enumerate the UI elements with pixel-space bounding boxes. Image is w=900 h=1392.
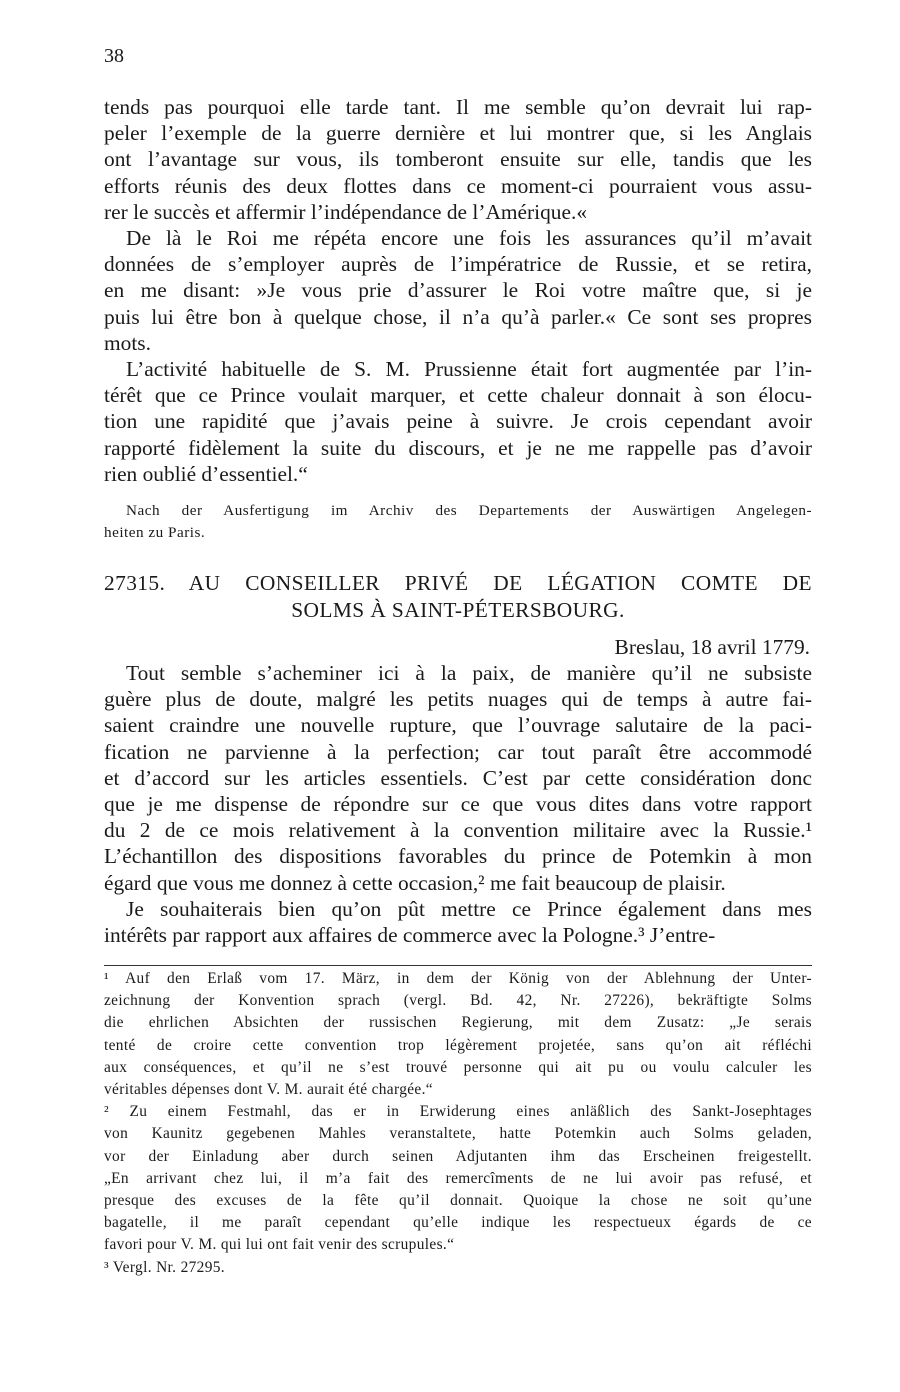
footnote-line: die ehrlichen Absichten der russischen Regierung, mit dem Zusatz: „Je serais — [104, 1014, 812, 1032]
letter-text-line: saient craindre une nouvelle rupture, que l’ouvrage salutaire de la paci- — [104, 713, 812, 738]
text-line: efforts réunis des deux flottes dans ce moment-ci pourraient vous assu- — [104, 173, 812, 198]
page-number: 38 — [104, 45, 124, 67]
text-line: puis lui être bon à quelque chose, il n’a qu’à parler.« Ce sont ses propres — [104, 304, 812, 329]
footnote-line: favori pour V. M. qui lui ont fait venir des scrupules.“ — [104, 1236, 455, 1254]
footnote-line: von Kaunitz gegebenen Mahles veranstaltete, hatte Potemkin auch Solms geladen, — [104, 1125, 812, 1143]
footnotes — [104, 968, 812, 1279]
letter-text-line: que je me dispense de répondre sur ce que vous dites dans votre rapport — [104, 792, 812, 817]
letter-text-line: guère plus de doute, malgré les petits nuages qui de temps à autre fai- — [104, 687, 812, 712]
text-line: ont l’avantage sur vous, ils tomberont ensuite sur elle, tandis que les — [104, 147, 812, 172]
footnote-line: vor der Einladung aber durch seinen Adjutanten ihm das Erscheinen freigestellt. — [104, 1147, 812, 1165]
footnote-line: véritables dépenses dont V. M. aurait été chargée.“ — [104, 1081, 433, 1099]
letter-text-line: et d’accord sur les articles essentiels. C’est par cette considération donc — [104, 765, 812, 790]
letter-heading-line-1: 27315. AU CONSEILLER PRIVÉ DE LÉGATION COMTE DE — [104, 571, 812, 595]
letter-text-line: Je souhaiterais bien qu’on pût mettre ce Prince également dans mes — [126, 896, 812, 921]
text-line: peler l’exemple de la guerre dernière et lui montrer que, si les Anglais — [104, 121, 812, 146]
letter-text-line: égard que vous me donnez à cette occasion,² me fait beaucoup de plaisir. — [104, 870, 726, 895]
footnote-line: presque des excuses de la fête qu’il donnait. Quoique la chose ne soit qu’une — [104, 1192, 812, 1210]
text-line: tends pas pourquoi elle tarde tant. Il me semble qu’on devrait lui rap- — [104, 95, 812, 119]
text-line: données de s’employer auprès de l’impératrice de Russie, et se retira, — [104, 252, 812, 277]
text-line: rapporté fidèlement la suite du discours, et je ne me rappelle pas d’avoir — [104, 435, 812, 460]
text-line: mots. — [104, 330, 151, 355]
body-text-top — [104, 94, 812, 487]
footnote-line: aux conséquences, et qu’il ne s’est trouvé personne qui ait pu ou voulu calculer les — [104, 1058, 812, 1076]
text-line: térêt que ce Prince voulait marquer, et cette chaleur donnait à son élocu- — [104, 383, 812, 408]
letter-text-line: intérêts par rapport aux affaires de commerce avec la Pologne.³ J’entre- — [104, 923, 716, 948]
letter-body — [104, 660, 812, 948]
footnote-line: ² Zu einem Festmahl, das er in Erwiderung eines anläßlich des Sankt-Josephtages — [104, 1103, 812, 1121]
letter-text-line: fication ne parvienne à la perfection; car tout paraît être accommodé — [104, 739, 812, 764]
footnote-line: bagatelle, il me paraît cependant qu’elle indique les respectueux égards de ce — [104, 1214, 812, 1232]
footnote-line: „En arrivant chez lui, il m’a fait des remercîments de ne lui avoir pas refusé, et — [104, 1169, 812, 1187]
text-line: De là le Roi me répéta encore une fois les assurances qu’il m’avait — [126, 226, 812, 251]
letter-heading-line-2: SOLMS À SAINT-PÉTERSBOURG. — [291, 598, 625, 622]
text-line: tion une rapidité que j’avais peine à suivre. Je crois cependant avoir — [104, 409, 812, 434]
letter-text-line: du 2 de ce mois relativement à la convention militaire avec la Russie.¹ — [104, 818, 812, 843]
letter-text-line: L’échantillon des dispositions favorables du prince de Potemkin à mon — [104, 844, 812, 869]
footnote-line: zeichnung der Konvention sprach (vergl. Bd. 42, Nr. 27226), bekräftigte Solms — [104, 992, 812, 1010]
source-note-line: heiten zu Paris. — [104, 524, 206, 541]
letter-text-line: Tout semble s’acheminer ici à la paix, de manière qu’il ne subsiste — [126, 661, 812, 685]
source-note — [104, 500, 812, 544]
letter-dateline: Breslau, 18 avril 1779. — [614, 635, 810, 659]
letter-heading — [104, 570, 812, 624]
footnote-line: ³ Vergl. Nr. 27295. — [104, 1258, 225, 1276]
text-line: en me disant: »Je vous prie d’assurer le Roi votre maître que, si je — [104, 278, 812, 303]
text-line: L’activité habituelle de S. M. Prussienne était fort augmentée par l’in- — [126, 357, 812, 382]
footnote-rule — [104, 965, 812, 966]
footnote-line: ¹ Auf den Erlaß vom 17. März, in dem der König von der Ablehnung der Unter- — [104, 970, 812, 987]
source-note-line: Nach der Ausfertigung im Archiv des Departements der Auswärtigen Angelegen- — [126, 502, 812, 519]
footnote-line: tenté de croire cette convention trop légèrement projetée, sans qu’on ait réfléchi — [104, 1036, 812, 1054]
text-line: rien oublié d’essentiel.“ — [104, 461, 308, 486]
text-line: rer le succès et affermir l’indépendance de l’Amérique.« — [104, 199, 588, 224]
